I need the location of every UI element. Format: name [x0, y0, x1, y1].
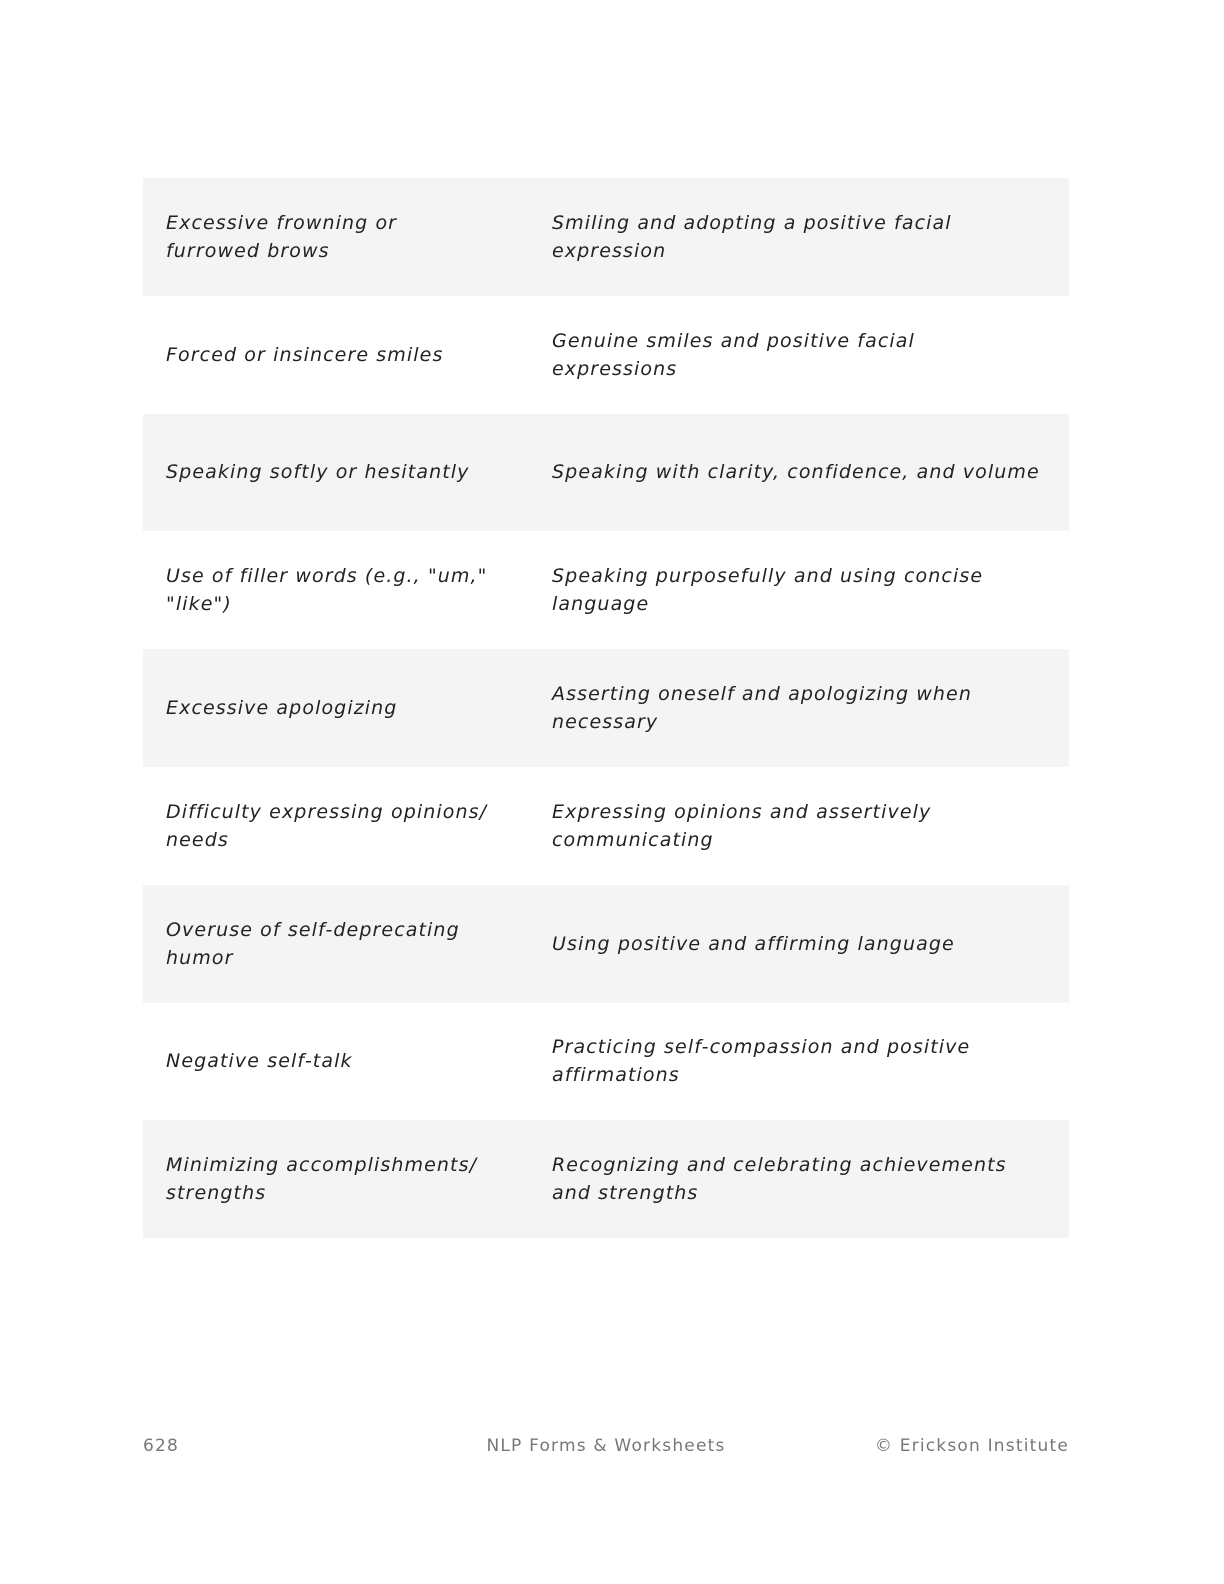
table-row	[143, 1003, 1069, 1121]
cell-text: Negative self-talk	[166, 1050, 353, 1073]
cell-text: Overuse of self-deprecating humor	[166, 918, 460, 969]
cell-text: Excessive frowning or furrowed brows	[166, 211, 398, 262]
cell-text: Minimizing accomplishments/ strengths	[166, 1154, 478, 1205]
cell-text: Use of filler words (e.g., "um," "like")	[166, 565, 488, 616]
table-cell-behavior	[143, 1003, 529, 1121]
table-row	[143, 885, 1069, 1003]
cell-text: Speaking purposefully and using concise language	[552, 565, 984, 616]
cell-text: Speaking softly or hesitantly	[166, 461, 470, 484]
cell-text: Difficulty expressing opinions/ needs	[166, 800, 488, 851]
table-row	[143, 1120, 1069, 1238]
cell-text: Practicing self-compassion and positive affirmations	[552, 1036, 971, 1087]
table-row	[143, 531, 1069, 649]
table-row	[143, 767, 1069, 885]
table-cell-behavior	[143, 767, 529, 885]
table-cell-behavior	[143, 1120, 529, 1238]
table-row	[143, 296, 1069, 414]
comparison-table	[143, 178, 1069, 1238]
cell-text: Forced or insincere smiles	[166, 343, 444, 366]
cell-text: Smiling and adopting a positive facial expression	[552, 211, 952, 262]
cell-text: Asserting oneself and apologizing when necessary	[552, 683, 972, 734]
table-cell-alternative	[529, 649, 1069, 767]
table-cell-behavior	[143, 649, 529, 767]
table-row	[143, 649, 1069, 767]
table-row	[143, 178, 1069, 296]
table-cell-behavior	[143, 531, 529, 649]
cell-text: Speaking with clarity, confidence, and volume	[552, 461, 1040, 484]
table-cell-alternative	[529, 885, 1069, 1003]
table-cell-alternative	[529, 531, 1069, 649]
cell-text: Expressing opinions and assertively communicating	[552, 800, 932, 851]
table-cell-alternative	[529, 1120, 1069, 1238]
table-cell-alternative	[529, 178, 1069, 296]
cell-text: Using positive and affirming language	[552, 932, 955, 955]
cell-text: Recognizing and celebrating achievements and strengths	[552, 1154, 1007, 1205]
table-row	[143, 414, 1069, 532]
cell-text: Genuine smiles and positive facial expressions	[552, 329, 915, 380]
cell-text: Excessive apologizing	[166, 697, 398, 720]
table-cell-alternative	[529, 296, 1069, 414]
table-cell-behavior	[143, 885, 529, 1003]
book-title: NLP Forms & Worksheets	[486, 1436, 726, 1456]
table-cell-behavior	[143, 296, 529, 414]
page-number: 628	[143, 1436, 180, 1456]
table-cell-alternative	[529, 1003, 1069, 1121]
table-cell-alternative	[529, 414, 1069, 532]
table-cell-behavior	[143, 178, 529, 296]
page-footer	[143, 1436, 1069, 1460]
table-cell-behavior	[143, 414, 529, 532]
copyright-notice: © Erickson Institute	[874, 1436, 1069, 1456]
table-cell-alternative	[529, 767, 1069, 885]
